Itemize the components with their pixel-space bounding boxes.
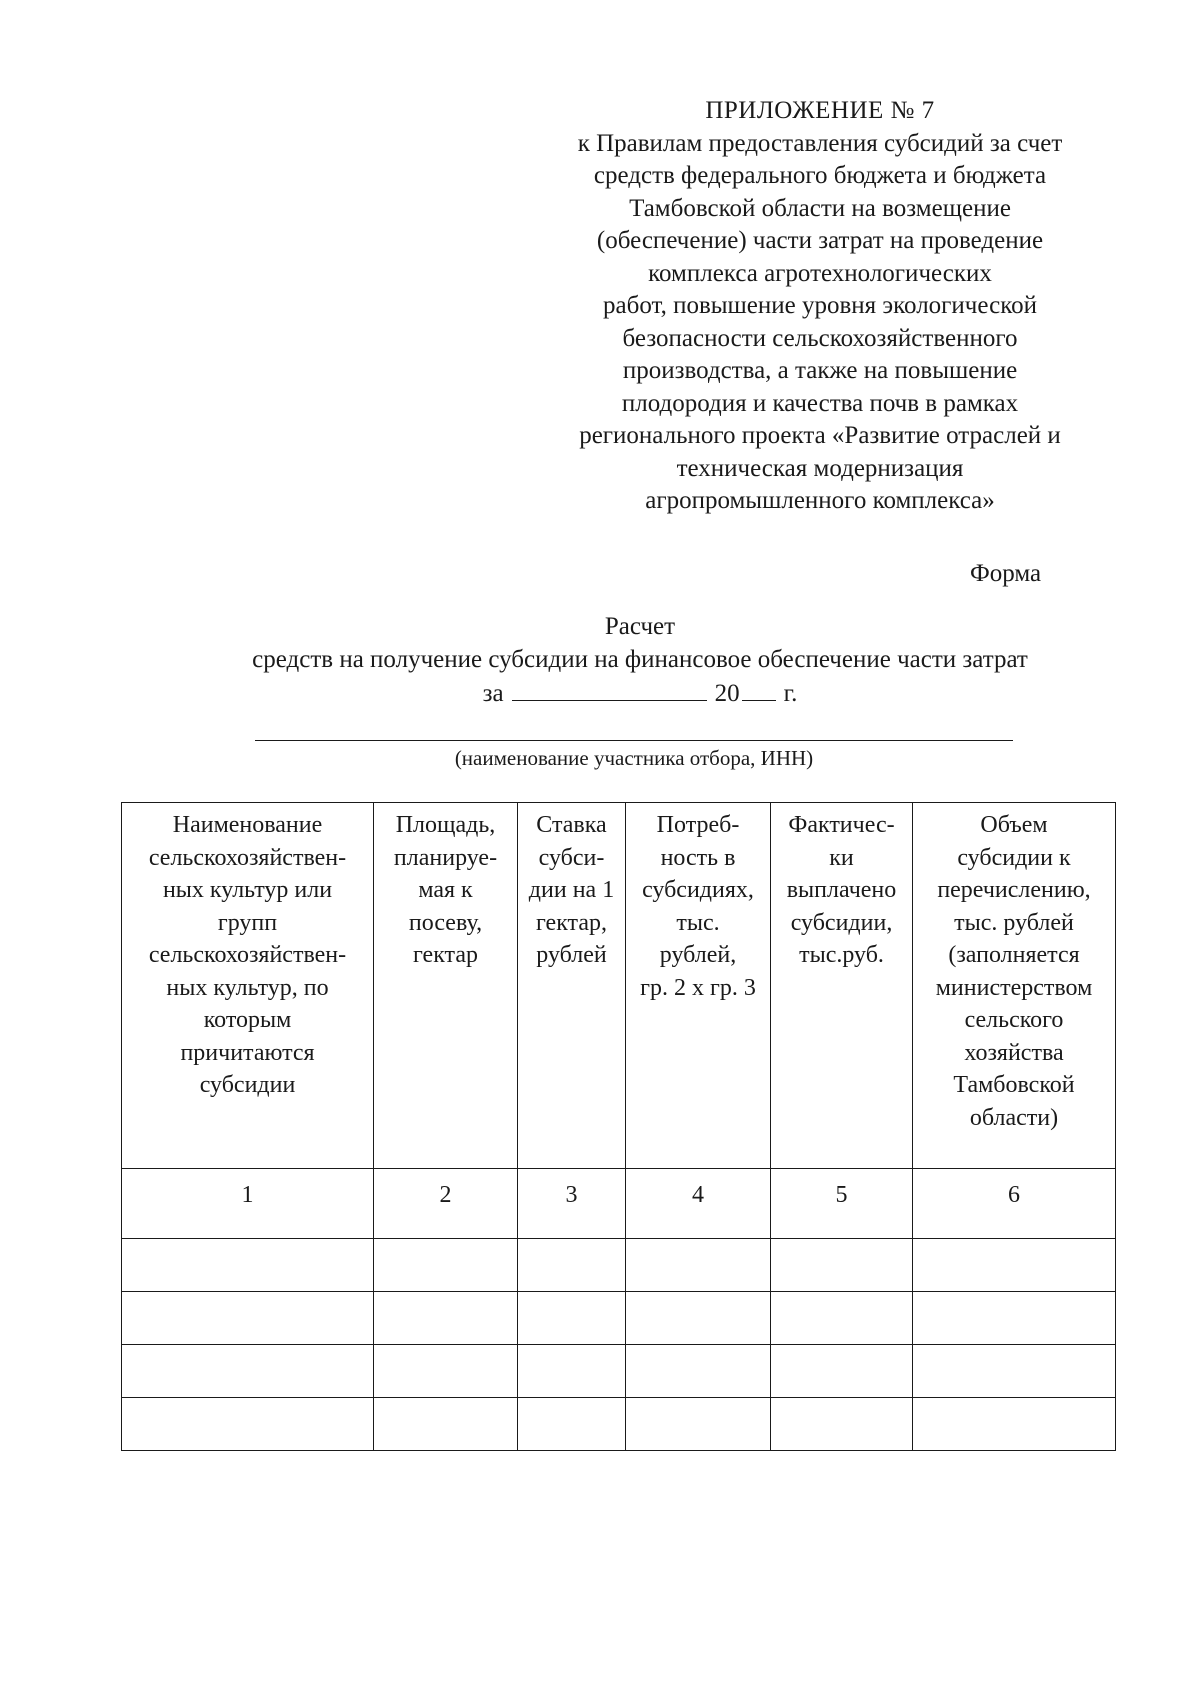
column-number: 3: [518, 1169, 626, 1239]
appendix-line: плодородия и качества почв в рамках: [621, 389, 1019, 417]
appendix-line: (обеспечение) части затрат на проведение: [596, 227, 1044, 254]
calculation-heading: [150, 610, 1130, 710]
year-prefix: 20: [714, 680, 740, 707]
table-cell: [374, 1239, 518, 1292]
table-cell: [771, 1345, 913, 1398]
column-number: 4: [626, 1169, 771, 1239]
year-suffix: г.: [783, 680, 798, 707]
period-blank: [512, 676, 707, 701]
table-row: [122, 1239, 1116, 1292]
table-cell: [122, 1345, 374, 1398]
header-need: Потреб- ность в субсидиях, тыс. рублей, гр. 2 х гр. 3: [640, 812, 756, 1001]
table-row: [122, 1345, 1116, 1398]
participant-caption: (наименование участника отбора, ИНН): [454, 746, 814, 770]
appendix-block: [525, 95, 1115, 518]
appendix-title: ПРИЛОЖЕНИЕ № 7: [705, 97, 935, 124]
table-cell: [374, 1345, 518, 1398]
table-cell: [518, 1292, 626, 1345]
table-header-cell: [518, 803, 626, 1169]
table-cell: [626, 1239, 771, 1292]
table-header-cell: [913, 803, 1116, 1169]
column-number: 1: [122, 1169, 374, 1239]
appendix-line: регионального проекта «Развитие отраслей и: [579, 422, 1061, 449]
table-cell: [374, 1398, 518, 1451]
column-number: 2: [374, 1169, 518, 1239]
table-header-cell: [771, 803, 913, 1169]
header-area: Площадь, планируе- мая к посеву, гектар: [393, 812, 498, 968]
table-cell: [913, 1398, 1116, 1451]
header-volume: Объем субсидии к перечислению, тыс. рублей (заполняется министерством сельского хозяйства Тамбовской области): [935, 812, 1093, 1131]
calculation-title: Расчет: [604, 613, 676, 640]
appendix-line: Тамбовской области на возмещение: [629, 194, 1011, 222]
appendix-line: средств федерального бюджета и бюджета: [593, 162, 1047, 189]
table-header-cell: [626, 803, 771, 1169]
header-rate: Ставка субси- дии на 1 гектар, рублей: [528, 812, 615, 968]
column-number: 6: [913, 1169, 1116, 1239]
table-cell: [771, 1239, 913, 1292]
table-cell: [771, 1292, 913, 1345]
appendix-line: агропромышленного комплекса»: [645, 487, 995, 514]
table-row: [122, 1398, 1116, 1451]
column-number-row: [122, 1169, 1116, 1239]
appendix-line: техническая модернизация: [676, 454, 964, 482]
appendix-line: комплекса агротехнологических: [648, 259, 992, 287]
table-cell: [518, 1398, 626, 1451]
form-label: Форма: [970, 560, 1042, 587]
table-cell: [122, 1398, 374, 1451]
table-cell: [626, 1292, 771, 1345]
table-cell: [518, 1345, 626, 1398]
table-cell: [374, 1292, 518, 1345]
table-cell: [771, 1398, 913, 1451]
year-blank: [742, 676, 776, 701]
table-cell: [518, 1239, 626, 1292]
participant-blank-line: [255, 740, 1013, 741]
table-header-cell: [374, 803, 518, 1169]
table-cell: [122, 1239, 374, 1292]
table-cell: [626, 1398, 771, 1451]
appendix-line: производства, а также на повышение: [622, 357, 1018, 384]
table-cell: [913, 1292, 1116, 1345]
column-number: 5: [771, 1169, 913, 1239]
table-row: [122, 1292, 1116, 1345]
header-crop-name: Наименование сельскохозяйствен- ных культур или групп сельскохозяйствен- ных культур, по которым причитаются субсидии: [148, 812, 347, 1098]
header-paid: Фактичес- ки выплачено субсидии, тыс.руб.: [786, 812, 897, 968]
table-cell: [913, 1239, 1116, 1292]
table-cell: [626, 1345, 771, 1398]
calculation-table: [121, 802, 1116, 1451]
appendix-line: работ, повышение уровня экологической: [603, 292, 1037, 319]
period-prefix: за: [482, 680, 504, 707]
table-header-row: [122, 803, 1116, 1169]
table-cell: [122, 1292, 374, 1345]
table-header-cell: [122, 803, 374, 1169]
appendix-line: к Правилам предоставления субсидий за счет: [577, 129, 1063, 157]
calculation-subtitle: средств на получение субсидии на финансовое обеспечение части затрат: [252, 646, 1028, 673]
period-line: [483, 676, 798, 710]
appendix-line: безопасности сельскохозяйственного: [622, 324, 1018, 352]
table-cell: [913, 1345, 1116, 1398]
